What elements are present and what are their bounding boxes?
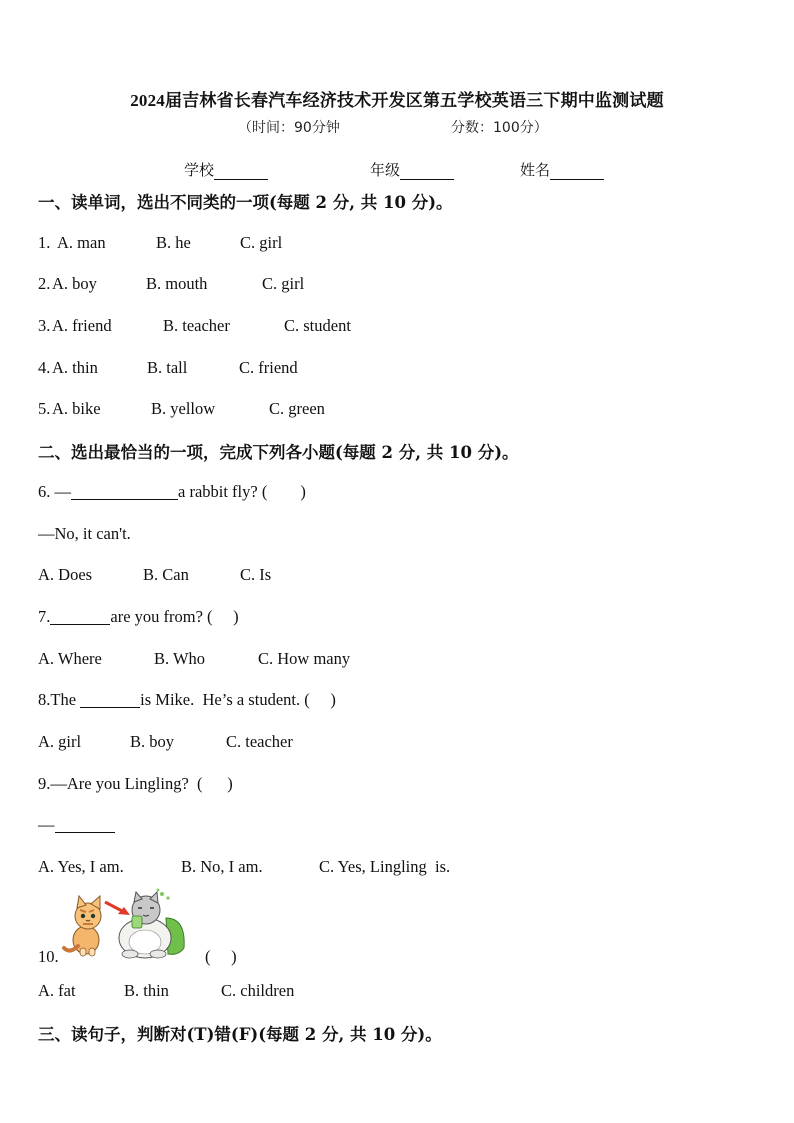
question-10-number: 10. [38, 947, 59, 966]
school-field [184, 159, 268, 180]
name-label: 姓名 [520, 161, 551, 179]
question-10-paren: ( ) [205, 947, 237, 966]
fat-cat-image [119, 889, 184, 958]
grade-label: 年级 [370, 161, 401, 179]
section-1-heading: 一、读单词，选出不同类的一项(每题 2 分, 共 10 分)。 [38, 193, 453, 212]
question-1-option-c: C. girl [240, 233, 283, 252]
question-2-option-b: B. mouth [146, 274, 208, 293]
question-6-option-c: C. Is [240, 565, 272, 584]
question-7-blank [50, 607, 110, 625]
cats-illustration [58, 888, 188, 960]
question-10-option-b: B. thin [124, 981, 169, 1000]
question-6-option-b: B. Can [143, 565, 189, 584]
question-4-option-a: A. thin [52, 358, 98, 377]
question-1-option-b: B. he [156, 233, 191, 252]
question-2-number: 2. [38, 274, 51, 293]
question-7-suffix: are you from? ( ) [110, 607, 239, 626]
question-9-option-b: B. No, I am. [181, 857, 263, 876]
thin-cat-image [64, 896, 101, 956]
question-6-blank [71, 482, 178, 500]
question-9-blank [55, 815, 115, 833]
question-2-option-c: C. girl [262, 274, 305, 293]
question-1-number: 1. [38, 233, 55, 252]
question-8-suffix: is Mike. He’s a student. ( ) [140, 690, 336, 709]
question-5-option-a: A. bike [52, 399, 101, 418]
exam-time: （时间：90分钟 [238, 120, 340, 136]
question-9-option-c: C. Yes, Lingling is. [319, 857, 451, 876]
name-field [520, 159, 604, 180]
name-blank [550, 163, 604, 180]
question-8-blank [80, 690, 140, 708]
section-3-heading: 三、读句子，判断对(T)错(F)(每题 2 分, 共 10 分)。 [38, 1025, 442, 1044]
question-9-option-a: A. Yes, I am. [38, 857, 124, 876]
question-8-option-b: B. boy [130, 732, 175, 751]
question-9-stem: 9.—Are you Lingling? ( ) [38, 774, 233, 793]
question-3-option-a: A. friend [52, 316, 112, 335]
question-5-option-c: C. green [269, 399, 325, 418]
question-3-number: 3. [38, 316, 51, 335]
question-5-number: 5. [38, 399, 51, 418]
question-7-option-a: A. Where [38, 649, 102, 668]
grade-blank [400, 163, 454, 180]
question-10-option-c: C. children [221, 981, 295, 1000]
question-4-number: 4. [38, 358, 51, 377]
question-8-option-c: C. teacher [226, 732, 293, 751]
school-blank [214, 163, 268, 180]
question-6-stem [38, 482, 306, 502]
question-7-prefix: 7. [38, 607, 51, 626]
question-3-option-b: B. teacher [163, 316, 230, 335]
question-3-option-c: C. student [284, 316, 351, 335]
question-7-option-b: B. Who [154, 649, 206, 668]
grade-field [370, 159, 454, 180]
question-9-reply [38, 815, 115, 835]
section-2-heading: 二、选出最恰当的一项，完成下列各小题(每题 2 分, 共 10 分)。 [38, 443, 519, 462]
question-6-option-a: A. Does [38, 565, 93, 584]
question-6-reply: —No, it can't. [38, 524, 131, 543]
question-4-option-c: C. friend [239, 358, 298, 377]
question-2-option-a: A. boy [52, 274, 97, 293]
exam-score: 分数：100分） [451, 120, 548, 136]
question-6-prefix: 6. — [38, 482, 71, 501]
school-label: 学校 [184, 161, 215, 179]
question-7-stem [38, 607, 239, 627]
page-title: 2024届吉林省长春汽车经济技术开发区第五学校英语三下期中监测试题 [130, 91, 664, 110]
question-6-suffix: a rabbit fly? ( ) [178, 482, 306, 501]
question-4-option-b: B. tall [147, 358, 188, 377]
question-7-option-c: C. How many [258, 649, 351, 668]
question-9-reply-dash: — [38, 815, 55, 834]
question-10-option-a: A. fat [38, 981, 76, 1000]
question-8-stem [38, 690, 336, 710]
question-8-prefix: 8.The [38, 690, 81, 709]
question-1-option-a: A. man [57, 233, 106, 252]
question-5-option-b: B. yellow [151, 399, 216, 418]
question-8-option-a: A. girl [38, 732, 82, 751]
